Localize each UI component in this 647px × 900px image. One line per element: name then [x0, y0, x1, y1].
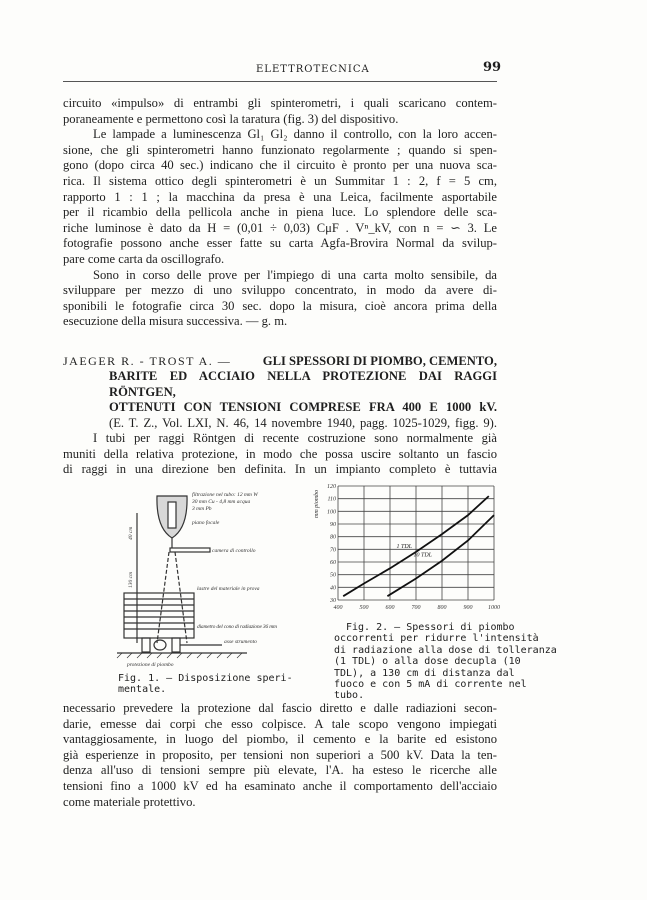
article-title-line: GLI SPESSORI DI PIOMBO, CEMENTO,: [262, 354, 497, 368]
fig1-label: 30 mm Cu - 4,8 mm acqua: [192, 499, 251, 505]
figure-2-caption: [334, 622, 557, 702]
article-paragraph-2: [63, 701, 497, 810]
figure-1-diagram: [112, 488, 282, 668]
x-tick-label: 900: [463, 605, 473, 611]
text-line: fotografie possono anche esser fatte su carta Agfa-Brovira Normal da svilup-: [63, 236, 497, 251]
text-line: pare come carta da oscillografo.: [63, 251, 225, 266]
text-line: vantaggiosamente, in luogo del piombo, il cemento e la barite ed esistono: [63, 732, 497, 747]
text-line: Sono in corso delle prove per l'impiego di una carta molto sensibile, da: [93, 267, 497, 282]
article-authors: JAEGER R. - TROST A. —: [63, 354, 232, 368]
caption-line: mentale.: [118, 684, 167, 696]
text-line: già esperienze in proposito, per tensioni non superiori a 500 kV. Data la ten-: [63, 747, 497, 762]
caption-line: fuoco e con 5 mA di corrente nel: [334, 679, 527, 691]
article-title-line: BARITE ED ACCIAIO NELLA PROTEZIONE DAI RAGGI RÖNTGEN,: [109, 369, 497, 399]
fig1-label: protezione di piombo: [127, 662, 174, 668]
fig1-label: lastre del materiale in prova: [197, 586, 260, 592]
text-line: gono (dopo circa 40 sec.) indicano che il circuito è pronto per una nuova sca-: [63, 158, 497, 173]
y-tick-label: 110: [327, 496, 336, 503]
y-tick-label: 120: [327, 484, 336, 490]
x-tick-label: 600: [385, 605, 395, 611]
caption-line: tubo.: [334, 690, 365, 702]
fig1-label: 40 cm: [128, 526, 134, 540]
article-title-line: OTTENUTI CON TENSIONI COMPRESE FRA 400 E 1000 kV.: [109, 400, 497, 415]
x-tick-label: 700: [411, 605, 421, 611]
article-citation: (E. T. Z., Vol. LXI, N. 46, 14 novembre 1940, pagg. 1025-1029, figg. 9).: [109, 415, 497, 430]
figure-1-caption: [118, 673, 293, 696]
text-line: rica. Il sistema ottico degli spinterometri è un Summitar 1 : 2, f = 5 cm,: [63, 173, 497, 188]
text-line: di raggi in una direzione ben definita. In un impianto completo è tuttavia: [63, 462, 497, 477]
fig1-label: camera di controllo: [212, 548, 256, 554]
text-line: per il ricambio della pellicola anche in piena luce. Lo splendore delle sca-: [63, 205, 497, 220]
fig1-label: asse strumento: [224, 639, 257, 645]
fig1-label: 3 mm Pb: [192, 506, 212, 512]
text-line: sponibili le fotografie circa 30 sec. dopo la misura, cioè ancora prima della: [63, 298, 497, 313]
y-tick-label: 70: [330, 547, 336, 554]
caption-line: occorrenti per ridurre l'intensità: [334, 633, 539, 645]
y-tick-label: 50: [330, 572, 336, 579]
x-tick-label: 500: [359, 605, 369, 611]
text-line: riche luminose è dato da H = (0,01 ÷ 0,03) CμF . Vⁿ_kV, con n = ∽ 3. Le: [63, 220, 497, 235]
text-line: poraneamente e permettono così la taratura (fig. 3) del dispositivo.: [63, 111, 399, 126]
caption-line: Fig. 2. — Spessori di piombo: [346, 622, 515, 633]
fig1-label: diametro del cono di radiazione 36 mm: [197, 624, 277, 630]
text-line: muniti della relativa protezione, in modo che possa uscire soltanto un fascio: [63, 446, 497, 461]
y-tick-label: 90: [330, 522, 336, 528]
x-tick-label: 1000: [488, 605, 500, 611]
running-header: ELETTROTECNICA: [256, 64, 370, 75]
fig1-label: 130 cm: [128, 571, 134, 588]
fig1-label: piano focale: [192, 520, 220, 526]
y-tick-label: 100: [327, 509, 336, 516]
text-line: rapporto 1 : 1 ; la macchina da presa è una Leica, facilmente asportabile: [63, 189, 497, 204]
caption-line: Fig. 1. — Disposizione speri-: [118, 673, 293, 684]
caption-line: (1 TDL) o alla dose decupla (10: [334, 656, 521, 668]
figure-2-chart: [312, 478, 502, 614]
text-line: sione, che gli spinterometri hanno funzionato regolarmente ; quando si spen-: [63, 142, 497, 157]
text-line: esecuzione della misura successiva. — g. m.: [63, 314, 288, 329]
y-tick-label: 40: [330, 585, 336, 592]
y-axis-label: mm piombo: [314, 489, 320, 518]
page-number: 99: [483, 60, 502, 75]
series-line-10tdl: [387, 515, 494, 596]
caption-line: TDL), a 130 cm di distanza dal: [334, 667, 515, 679]
article-heading: [63, 354, 497, 431]
x-tick-label: 800: [437, 605, 447, 611]
text-line: Le lampade a luminescenza Gl₁ Gl₂ danno il controllo, con la loro accen-: [93, 127, 497, 142]
text-line: come materiale protettivo.: [63, 794, 196, 809]
text-line: tensioni fino a 1000 kV ed ha esaminato anche il comportamento dell'acciaio: [63, 778, 497, 793]
y-tick-label: 30: [330, 598, 336, 604]
text-line: denza all'uso di tensioni sempre più elevate, l'A. ha esteso le ricerche alle: [63, 763, 497, 778]
y-tick-label: 60: [330, 560, 336, 566]
article-paragraph-1: [63, 431, 497, 478]
text-line: necessario prevedere la protezione dal fascio diretto e dalle radiazioni secon-: [63, 701, 497, 715]
caption-line: di radiazione alla dose di tolleranza: [334, 644, 557, 656]
y-tick-label: 80: [330, 534, 336, 541]
header-rule: [63, 81, 497, 82]
series-label: 10 TDL: [413, 552, 432, 559]
fig1-label: filtrazione nel tubo: 12 mm W: [192, 492, 258, 498]
text-line: circuito «impulso» di entrambi gli spinterometri, i quali scaricano contem-: [63, 96, 497, 110]
text-line: I tubi per raggi Röntgen di recente costruzione sono normalmente già: [93, 431, 497, 445]
series-label: 1 TDL: [396, 543, 412, 550]
intro-text: [63, 96, 497, 330]
x-tick-label: 400: [333, 605, 343, 611]
text-line: darie, emesse dai corpi che esso colpisce. A tale scopo vengono impiegati: [63, 716, 497, 731]
text-line: sviluppare per mezzo di uno sviluppo concentrato, in modo da avere di-: [63, 283, 497, 298]
